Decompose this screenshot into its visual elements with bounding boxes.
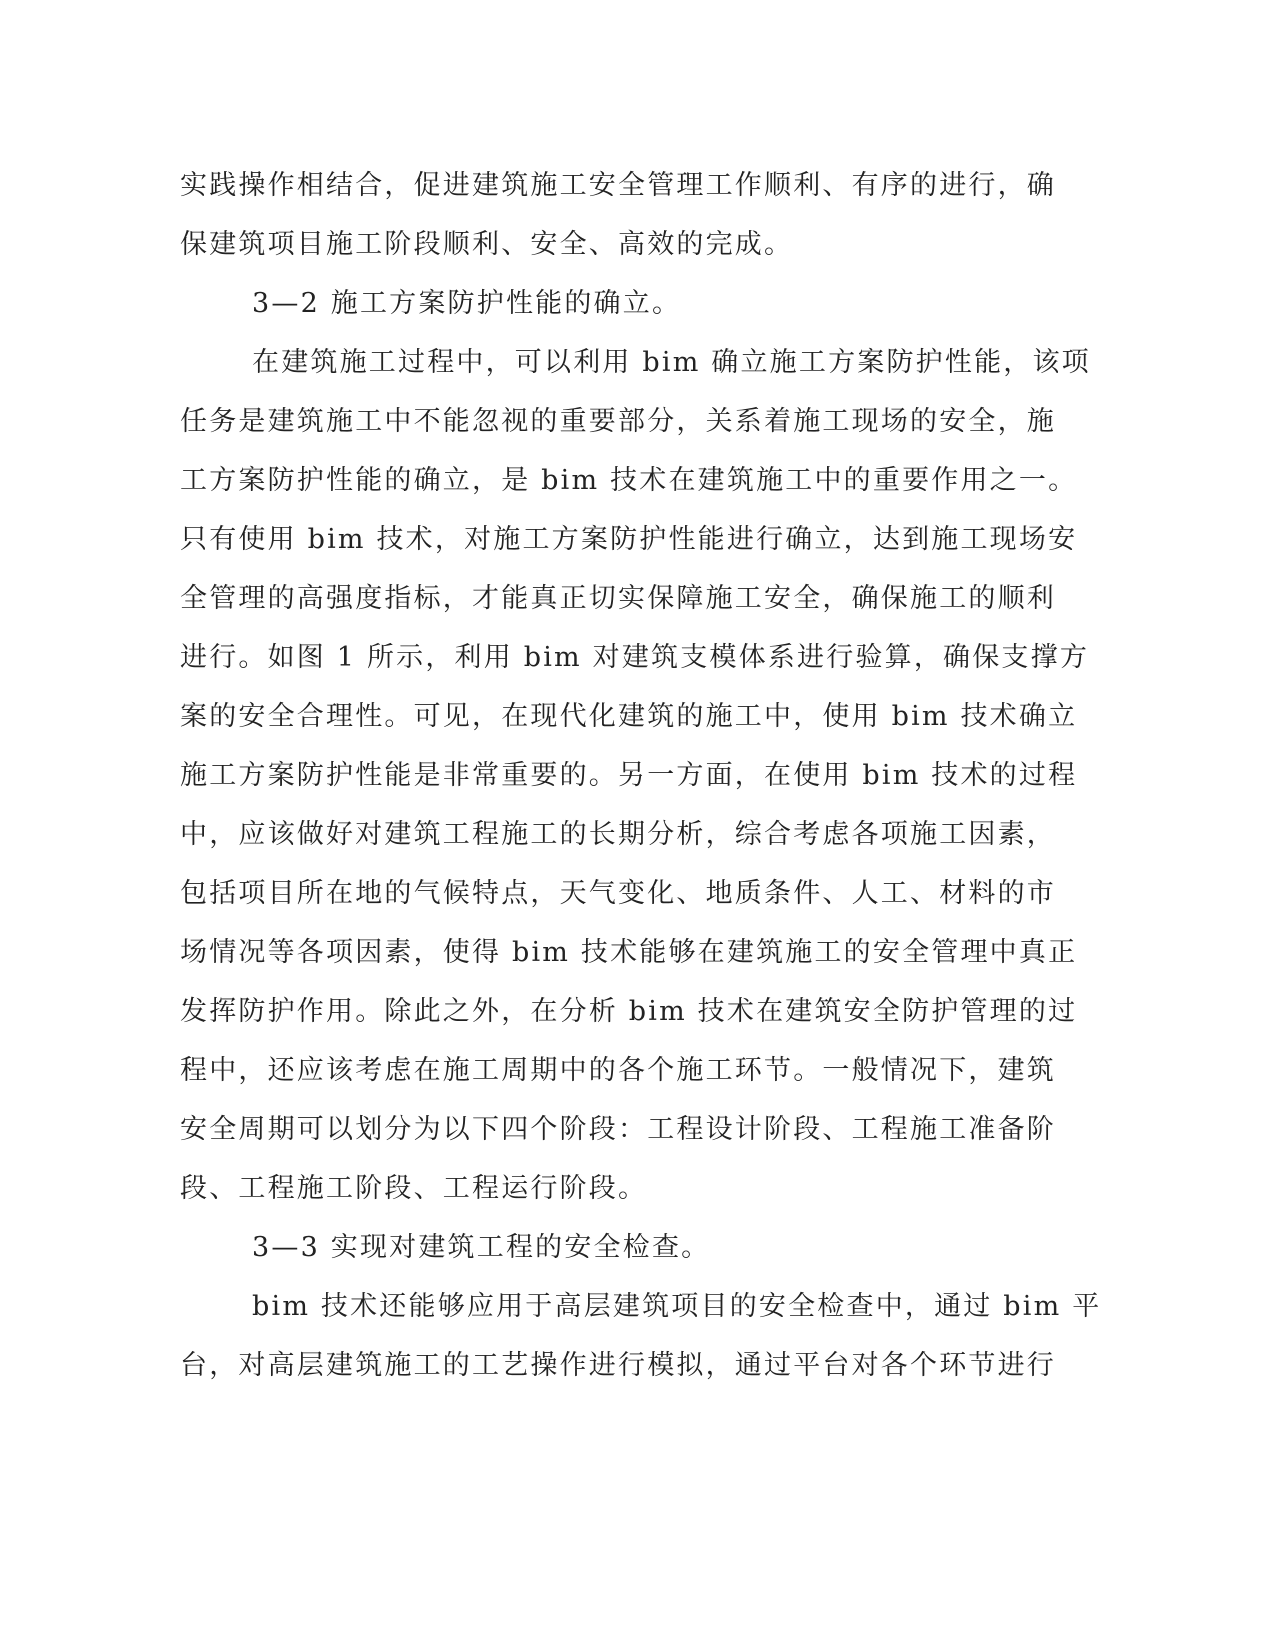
text-line: 全管理的高强度指标，才能真正切实保障施工安全，确保施工的顺利 xyxy=(180,583,1056,614)
text-line: 包括项目所在地的气候特点，天气变化、地质条件、人工、材料的市 xyxy=(180,878,1056,909)
text-line: 中，应该做好对建筑工程施工的长期分析，综合考虑各项施工因素， xyxy=(180,819,1056,850)
text-line: 场情况等各项因素，使得 bim 技术能够在建筑施工的安全管理中真正 xyxy=(180,937,1078,968)
text-line: 程中，还应该考虑在施工周期中的各个施工环节。一般情况下，建筑 xyxy=(180,1055,1056,1086)
paragraph-start-line: bim 技术还能够应用于高层建筑项目的安全检查中，通过 bim 平 xyxy=(252,1291,1102,1322)
text-line: 台，对高层建筑施工的工艺操作进行模拟，通过平台对各个环节进行 xyxy=(180,1350,1056,1381)
text-line: 安全周期可以划分为以下四个阶段：工程设计阶段、工程施工准备阶 xyxy=(180,1114,1056,1145)
text-line: 实践操作相结合，促进建筑施工安全管理工作顺利、有序的进行，确 xyxy=(180,170,1056,201)
document-body xyxy=(180,156,1102,1395)
text-line: 任务是建筑施工中不能忽视的重要部分，关系着施工现场的安全，施 xyxy=(180,406,1056,437)
text-line: 发挥防护作用。除此之外，在分析 bim 技术在建筑安全防护管理的过 xyxy=(180,996,1078,1027)
text-line: 施工方案防护性能是非常重要的。另一方面，在使用 bim 技术的过程 xyxy=(180,760,1078,791)
paragraph-start-line: 在建筑施工过程中，可以利用 bim 确立施工方案防护性能，该项 xyxy=(252,347,1091,378)
text-line: 保建筑项目施工阶段顺利、安全、高效的完成。 xyxy=(180,229,794,260)
section-heading-3-2: 3—2 施工方案防护性能的确立。 xyxy=(252,288,682,319)
text-line: 案的安全合理性。可见，在现代化建筑的施工中，使用 bim 技术确立 xyxy=(180,701,1078,732)
text-line: 只有使用 bim 技术，对施工方案防护性能进行确立，达到施工现场安 xyxy=(180,524,1078,555)
section-heading-3-3: 3—3 实现对建筑工程的安全检查。 xyxy=(252,1232,711,1263)
text-line: 进行。如图 1 所示，利用 bim 对建筑支模体系进行验算，确保支撑方 xyxy=(180,642,1090,673)
text-line: 工方案防护性能的确立，是 bim 技术在建筑施工中的重要作用之一。 xyxy=(180,465,1078,496)
text-line: 段、工程施工阶段、工程运行阶段。 xyxy=(180,1173,648,1204)
